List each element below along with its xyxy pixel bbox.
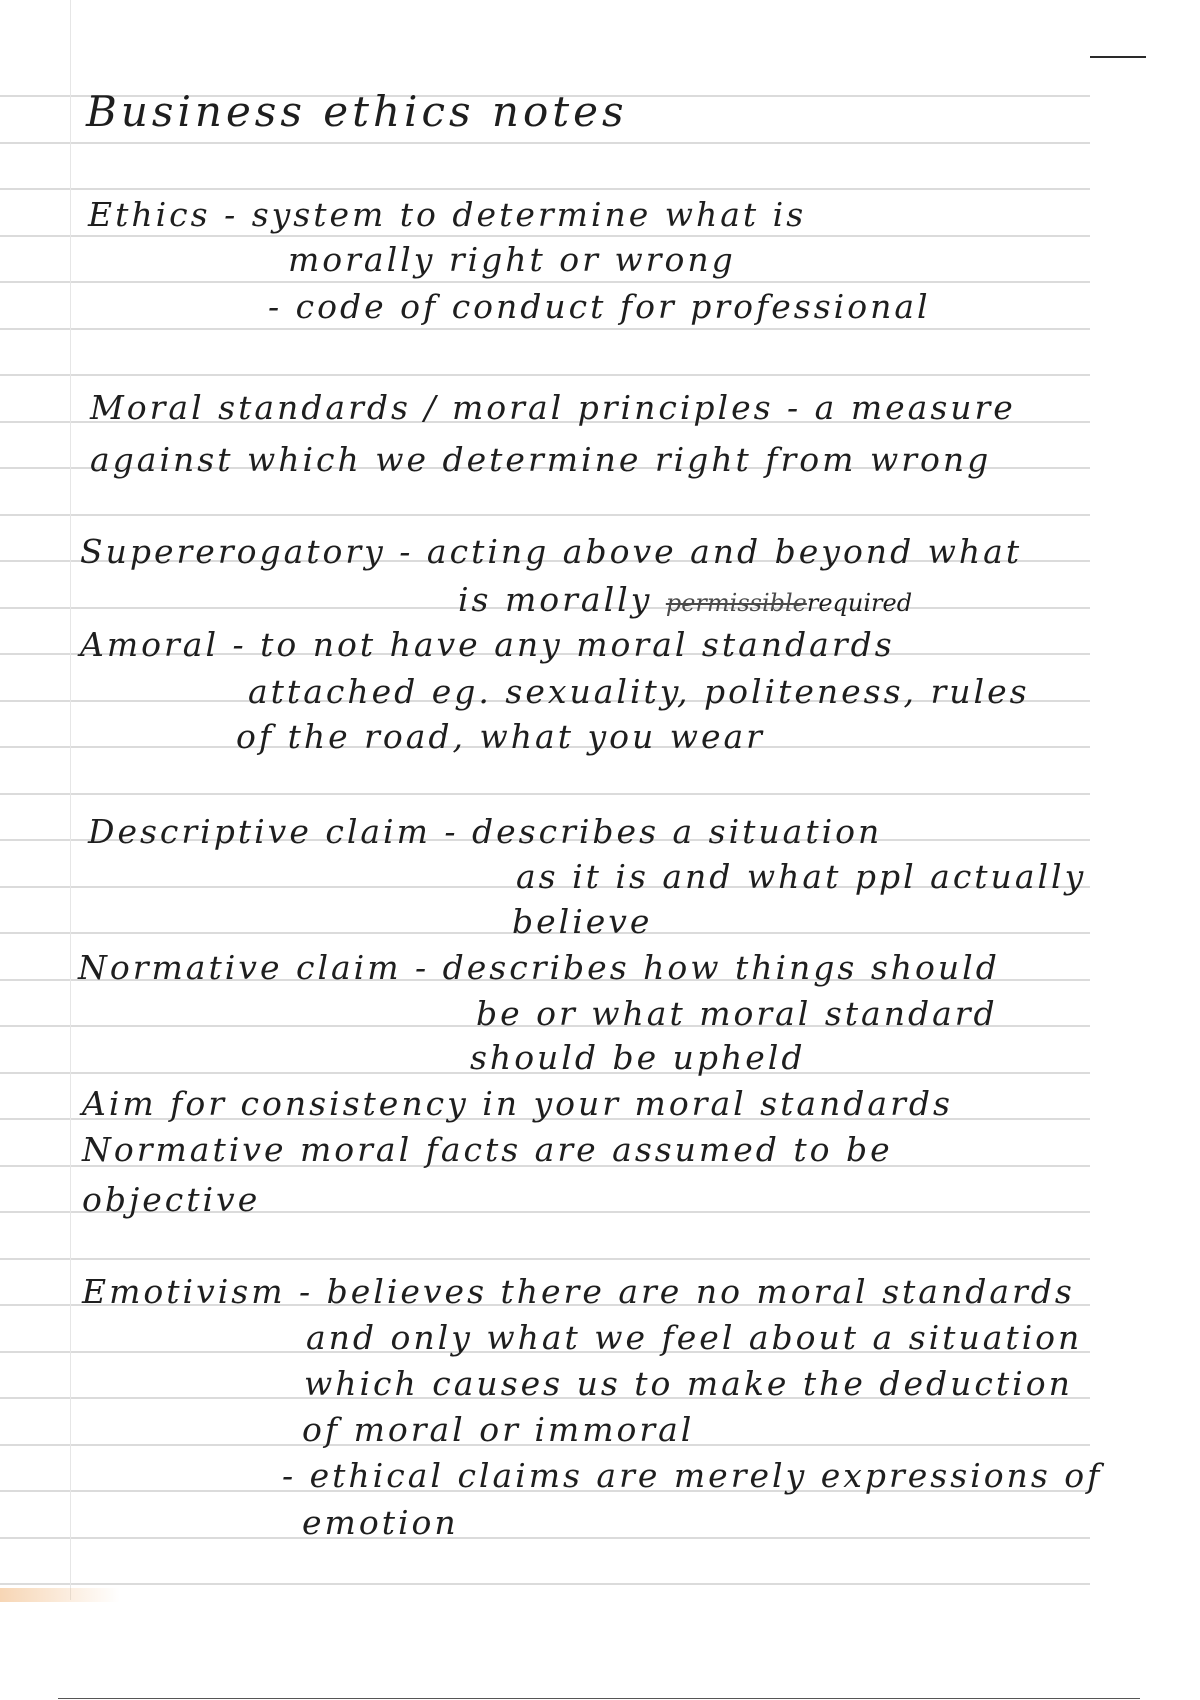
moral-standards-line-2: against which we determine right from wrong bbox=[90, 440, 992, 479]
normative-claim-line-1: Normative claim - describes how things should bbox=[78, 948, 1000, 987]
page-edge-mark bbox=[1090, 56, 1146, 58]
emotivism-line-5: - ethical claims are merely expressions of bbox=[282, 1456, 1103, 1495]
margin-line bbox=[70, 0, 71, 1600]
page-title: Business ethics notes bbox=[86, 87, 628, 136]
moral-standards-line-1: Moral standards / moral principles - a measure bbox=[90, 388, 1016, 427]
descriptive-claim-line-3: believe bbox=[512, 902, 653, 941]
emotivism-line-1: Emotivism - believes there are no moral standards bbox=[82, 1272, 1075, 1311]
emotivism-line-4: of moral or immoral bbox=[302, 1410, 695, 1449]
descriptive-claim-line-1: Descriptive claim - describes a situation bbox=[88, 812, 883, 851]
amoral-line-3: of the road, what you wear bbox=[236, 717, 765, 756]
amoral-line-1: Amoral - to not have any moral standards bbox=[80, 625, 895, 664]
ethics-definition-line-3: - code of conduct for professional bbox=[268, 287, 931, 326]
normative-claim-line-3: should be upheld bbox=[470, 1038, 806, 1077]
descriptive-claim-line-2: as it is and what ppl actually bbox=[516, 857, 1087, 896]
consistency-line-2: Normative moral facts are assumed to be bbox=[82, 1130, 893, 1169]
supererogatory-line-2 bbox=[458, 580, 912, 623]
amoral-line-2: attached eg. sexuality, politeness, rules bbox=[248, 672, 1030, 711]
struck-out-word: permissible bbox=[665, 589, 807, 617]
ethics-definition-line-1: Ethics - system to determine what is bbox=[88, 195, 807, 234]
consistency-line-3: objective bbox=[82, 1180, 261, 1219]
normative-claim-line-2: be or what moral standard bbox=[476, 994, 998, 1033]
paper-shadow bbox=[0, 1588, 120, 1602]
emotivism-line-6: emotion bbox=[302, 1503, 459, 1542]
emotivism-line-3: which causes us to make the deduction bbox=[304, 1364, 1073, 1403]
supererogatory-line-2-prefix: is morally bbox=[458, 580, 666, 619]
ethics-definition-line-2: morally right or wrong bbox=[288, 240, 736, 279]
supererogatory-line-1: Supererogatory - acting above and beyond what bbox=[80, 532, 1023, 571]
correction-word: required bbox=[806, 589, 913, 617]
page-bottom-edge bbox=[58, 1698, 1140, 1699]
consistency-line-1: Aim for consistency in your moral standards bbox=[82, 1084, 953, 1123]
emotivism-line-2: and only what we feel about a situation bbox=[306, 1318, 1083, 1357]
